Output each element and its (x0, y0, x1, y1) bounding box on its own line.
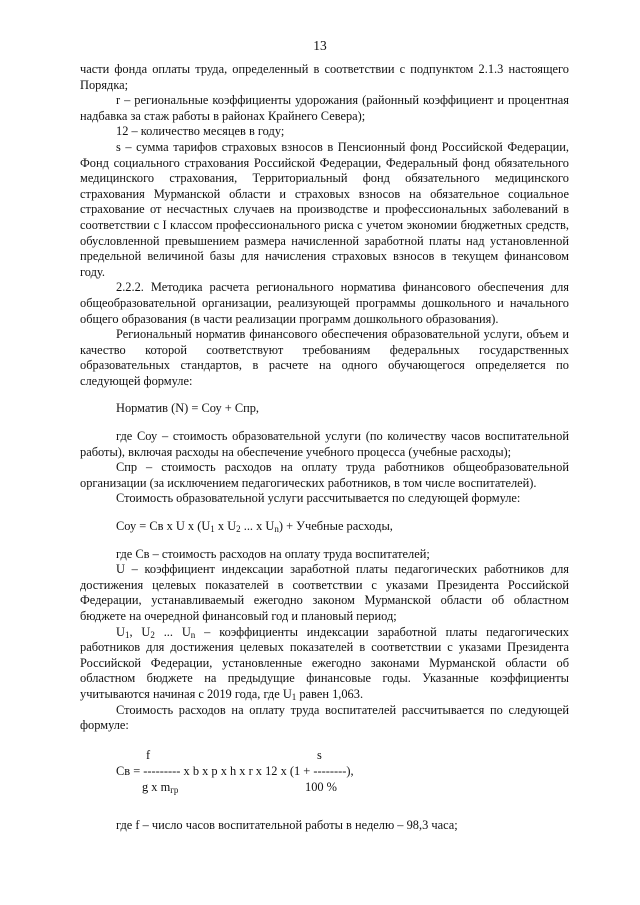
paragraph: r – региональные коэффициенты удорожания (районный коэффициент и процентная надбавка за стаж работы в районах Крайнего Севера); (80, 93, 569, 123)
paragraph: части фонда оплаты труда, определенный в соответствии с подпунктом 2.1.3 настоящего Порядка; (80, 62, 569, 92)
paragraph: 12 – количество месяцев в году; (116, 124, 285, 139)
paragraph: Стоимость образовательной услуги рассчитывается по следующей формуле: (116, 491, 521, 506)
paragraph: U – коэффициент индексации заработной платы педагогических работников для достижения целевых показателей в соответствии с указами Президента Российской Федерации, устанавливаемый ежегодно законом Мурманской области об областном бюджете на очередной финансовый год и плановый период; (80, 562, 569, 623)
formula-denominator-right: 100 % (305, 779, 338, 794)
paragraph: $U_1$, $U_2$ ... $U_n$ – коэффициенты индексации заработной платы педагогических работников для достижения целевых показателей в соответствии с указами Президента Российской Федерации, установленные ежегодно законами Мурманской области об областном бюджете на предыдущие финансовые годы. Указанные коэффициенты учитываются начиная с 2019 года, где $U_1$ равен 1,063. (80, 624, 569, 702)
paragraph: где Св – стоимость расходов на оплату труда воспитателей; (116, 546, 430, 561)
page-number: 13 (313, 38, 327, 53)
paragraph: Стоимость расходов на оплату труда воспитателей рассчитывается по следующей формуле: (80, 702, 569, 733)
formula-denominator-left: g x $m_{гр}$ (142, 779, 179, 795)
formula-teacher-pay (80, 740, 569, 808)
formula-main-line: Св = --------- x b x p x h x r x 12 x (1 + --------), (116, 763, 354, 778)
formula-numerator-s: s (317, 747, 322, 762)
formula-normative: Норматив (N) = Соу + Спр, (116, 401, 260, 416)
formula-service-cost: Соу = Св x U x ($U_1$ x $U_2$ ... x $U_n$) + Учебные расходы, (116, 519, 393, 535)
paragraph: Спр – стоимость расходов на оплату труда работников общеобразовательной организации (за исключением педагогических работников, в том числе воспитателей). (80, 460, 569, 490)
paragraph: s – сумма тарифов страховых взносов в Пенсионный фонд Российской Федерации, Фонд социального страхования Российской Федерации, Федеральный фонд обязательного медицинского страхования, Территориальный фонд обязательного медицинского страхования Мурманской области и страховых взносов на обязательное социальное страхование от несчастных случаев на производстве и профессиональных заболеваний в соответствии с I классом профессионального риска с учетом экономии бюджетных средств, обусловленной превышением размера начисленной заработной платы над установленной предельной величиной базы для начисления страховых взносов в текущем финансовом году. (80, 139, 569, 279)
document-body (80, 62, 569, 833)
formula-numerator-f: f (146, 747, 151, 762)
section-heading: 2.2.2. Методика расчета регионального норматива финансового обеспечения для общеобразовательной организации, реализующей программы дошкольного и начального общего образования (в части реализации программ дошкольного образования). (80, 280, 569, 326)
paragraph: где f – число часов воспитательной работы в неделю – 98,3 часа; (116, 817, 458, 832)
paragraph: Региональный норматив финансового обеспечения образовательной услуги, объем и качество которой соответствуют требованиям федеральных государственных образовательных стандартов, в расчете на одного обучающегося определяется по следующей формуле: (80, 327, 569, 388)
paragraph: где Соу – стоимость образовательной услуги (по количеству часов воспитательной работы), включая расходы на обеспечение учебного процесса (учебные расходы); (80, 429, 569, 459)
